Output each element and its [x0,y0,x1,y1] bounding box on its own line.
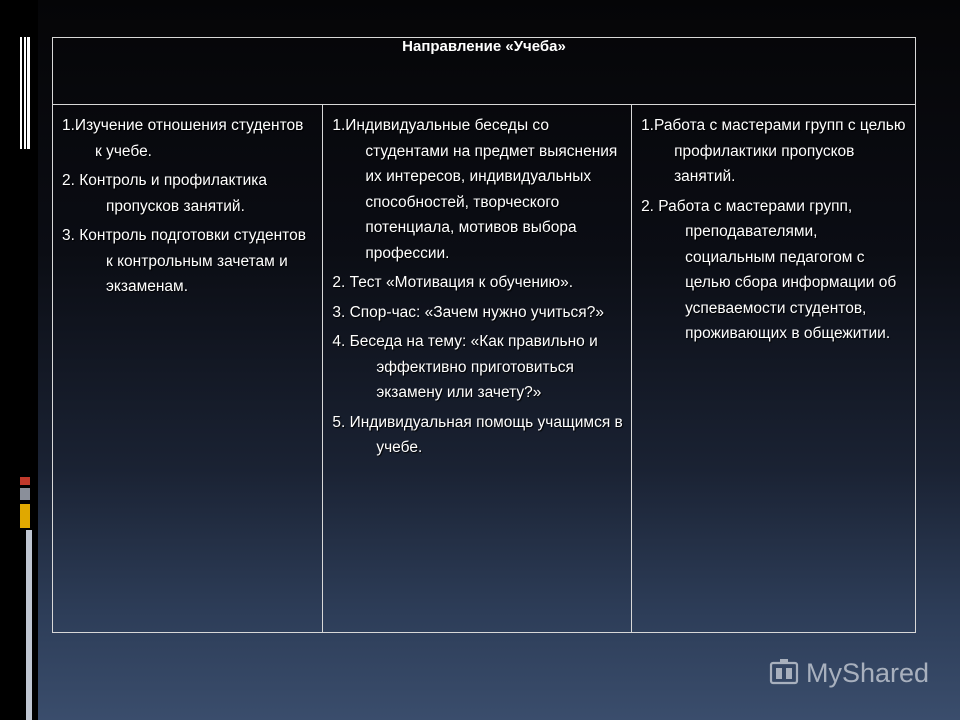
list-item: 2. Контроль и профилактика пропусков занятий. [62,172,267,215]
list-item: 1.Работа с мастерами групп с целью профилактики пропусков занятий. [641,117,906,185]
list-item: 1.Изучение отношения студентов к учебе. [62,117,304,160]
left-strip [0,0,38,720]
decor-bar-yellow [20,504,30,528]
decor-bar-red [20,477,30,485]
column-3 [632,105,916,633]
list-item: 4. Беседа на тему: «Как правильно и эффективно приготовиться экзамену или зачету?» [332,333,598,401]
column-1 [53,105,323,633]
list-item: 3. Контроль подготовки студентов к контрольным зачетам и экзаменам. [62,227,306,295]
watermark-text: MyShared [806,657,930,688]
myshared-logo-icon [768,657,800,689]
decor-bar-striped [20,37,30,149]
decor-bar-light [26,530,32,720]
decor-bar-gray [20,488,30,500]
table-header: Направление «Учеба» [53,38,916,105]
list-item: 1.Индивидуальные беседы со студентами на предмет выяснения их интересов, индивидуальных способностей, творческого потенциала, мотивов выбора профессии. [332,117,618,262]
list-item: 2. Тест «Мотивация к обучению». [332,274,574,291]
list-item: 2. Работа с мастерами групп, преподавателями, социальным педагогом с целью сбора информации об успеваемости студентов, проживающих в общежитии. [641,197,897,342]
list-item: 3. Спор-час: «Зачем нужно учиться?» [332,303,604,321]
watermark-logo [768,653,929,693]
plan-table [52,37,916,633]
list-item: 5. Индивидуальная помощь учащимся в учебе. [332,413,623,456]
column-2 [323,105,632,633]
